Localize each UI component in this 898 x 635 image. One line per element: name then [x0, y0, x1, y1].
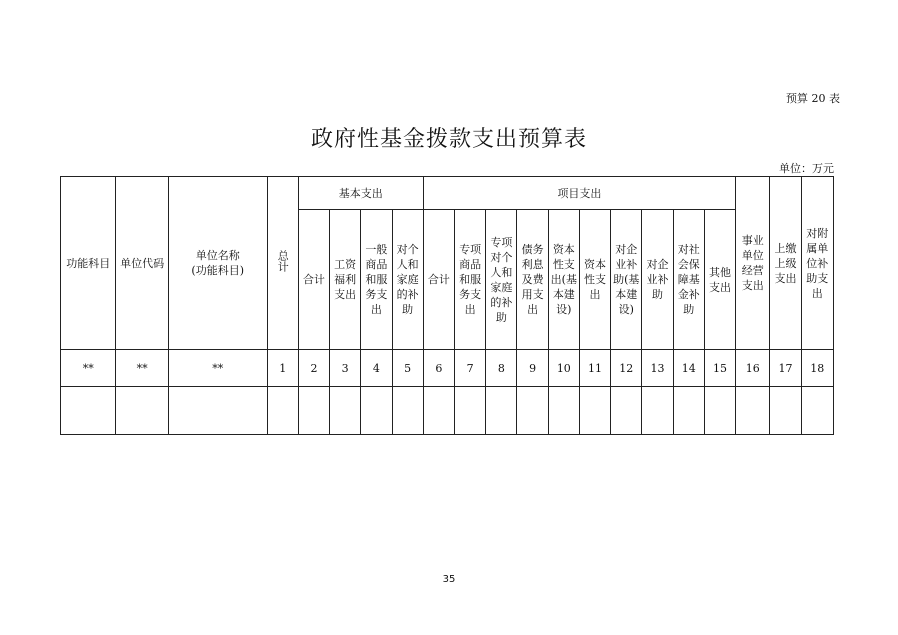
data-cell	[801, 387, 833, 435]
header-tail-col	[801, 177, 833, 350]
index-cell: 6	[423, 350, 454, 387]
header-tail-label: 事业单位经营支出	[741, 234, 764, 292]
header-project-col	[611, 210, 642, 350]
unit-label: 单位：万元	[779, 162, 834, 175]
index-cell: 16	[736, 350, 770, 387]
data-cell	[579, 387, 610, 435]
data-cell	[486, 387, 517, 435]
page-number: 35	[442, 574, 456, 585]
data-cell	[517, 387, 548, 435]
header-unit-name-line2: (功能科目)	[191, 264, 244, 277]
page-title: 政府性基金拨款支出预算表	[310, 127, 587, 152]
index-cell: 8	[486, 350, 517, 387]
header-basic-label: 合计	[302, 273, 325, 286]
data-cell	[642, 387, 673, 435]
budget-table	[60, 176, 834, 435]
header-project-label: 对企业补助	[646, 258, 669, 301]
data-cell	[61, 387, 116, 435]
index-cell: **	[168, 350, 267, 387]
data-cell	[673, 387, 704, 435]
header-total-label: 总计	[276, 250, 290, 272]
data-cell	[455, 387, 486, 435]
index-cell: 18	[801, 350, 833, 387]
header-project-col	[673, 210, 704, 350]
data-cell	[330, 387, 361, 435]
index-cell: 2	[298, 350, 329, 387]
header-project-col	[423, 210, 454, 350]
header-project-label: 其他支出	[708, 265, 731, 294]
header-basic-label: 工资福利支出	[334, 258, 357, 301]
header-basic-col	[392, 210, 423, 350]
data-cell	[116, 387, 168, 435]
header-tail-label: 对附属单位补助支出	[806, 226, 829, 300]
header-tail-label: 上缴上级支出	[774, 241, 797, 285]
header-basic-expense: 基本支出	[298, 177, 423, 210]
data-cell	[361, 387, 392, 435]
header-project-col	[486, 210, 517, 350]
data-row	[61, 387, 834, 435]
header-tail-col	[770, 177, 801, 350]
header-unit-name-line1: 单位名称	[195, 249, 240, 262]
header-project-col	[455, 210, 486, 350]
header-project-label: 对社会保障基金补助	[677, 243, 700, 316]
header-project-label: 债务利息及费用支出	[521, 243, 544, 316]
index-cell: 15	[704, 350, 735, 387]
data-cell	[611, 387, 642, 435]
header-basic-col	[330, 210, 361, 350]
header-project-col	[642, 210, 673, 350]
header-project-col	[704, 210, 735, 350]
data-cell	[423, 387, 454, 435]
index-cell: 9	[517, 350, 548, 387]
header-basic-label: 一般商品和服务支出	[365, 243, 388, 316]
index-cell: 12	[611, 350, 642, 387]
header-project-label: 资本性支出	[584, 258, 607, 301]
index-cell: 4	[361, 350, 392, 387]
index-row	[61, 350, 834, 387]
header-project-expense: 项目支出	[423, 177, 735, 210]
index-cell: 10	[548, 350, 579, 387]
index-cell: 17	[770, 350, 801, 387]
index-cell: 1	[267, 350, 298, 387]
header-project-label: 专项对个人和家庭的补助	[490, 235, 513, 324]
header-project-label: 合计	[427, 273, 450, 286]
index-cell: 14	[673, 350, 704, 387]
header-project-label: 资本性支出(基本建设)	[550, 243, 577, 316]
data-cell	[770, 387, 801, 435]
header-total	[267, 177, 298, 350]
data-cell	[168, 387, 267, 435]
data-cell	[704, 387, 735, 435]
data-cell	[267, 387, 298, 435]
index-cell: 3	[330, 350, 361, 387]
form-number: 预算 20 表	[786, 92, 840, 105]
index-cell: 13	[642, 350, 673, 387]
index-cell: **	[61, 350, 116, 387]
data-cell	[548, 387, 579, 435]
header-unit-name	[168, 177, 267, 350]
header-basic-col	[361, 210, 392, 350]
header-tail-col	[736, 177, 770, 350]
index-cell: 5	[392, 350, 423, 387]
header-project-col	[548, 210, 579, 350]
header-func-subject: 功能科目	[61, 177, 116, 350]
header-unit-code: 单位代码	[116, 177, 168, 350]
header-project-col	[517, 210, 548, 350]
header-project-col	[579, 210, 610, 350]
index-cell: **	[116, 350, 168, 387]
index-cell: 11	[579, 350, 610, 387]
data-cell	[392, 387, 423, 435]
header-basic-label: 对个人和家庭的补助	[396, 243, 419, 316]
data-cell	[298, 387, 329, 435]
header-basic-col	[298, 210, 329, 350]
index-cell: 7	[455, 350, 486, 387]
header-project-label: 专项商品和服务支出	[459, 243, 482, 316]
data-cell	[736, 387, 770, 435]
header-project-label: 对企业补助(基本建设)	[613, 243, 640, 316]
